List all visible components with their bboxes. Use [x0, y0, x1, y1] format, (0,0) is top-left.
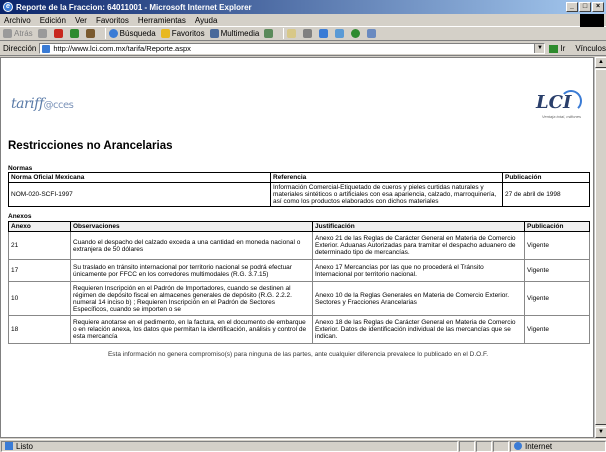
edit-button[interactable]: [319, 29, 330, 38]
anexo-observaciones: Requiere anotarse en el pedimento, en la factura, en el documento de embarque o en relación anexa, los datos que permitan la identificación, análisis y control de esta mercancía: [71, 316, 313, 344]
vertical-scrollbar[interactable]: [594, 57, 606, 438]
research-button[interactable]: [367, 29, 378, 38]
logo-left-accent: @cces: [43, 100, 74, 111]
mail-button[interactable]: [287, 29, 298, 38]
refresh-button[interactable]: [70, 29, 81, 38]
scroll-thumb[interactable]: [595, 69, 606, 425]
window-title: Reporte de la Fraccion: 64011001 - Microsoft Internet Explorer: [16, 2, 252, 12]
print-icon: [303, 29, 312, 38]
messenger-icon: [351, 29, 360, 38]
anexo-number: 21: [9, 232, 71, 260]
anexo-justificacion: Anexo 18 de las Reglas de Carácter General en Materia de Comercio Exterior. Datos de identificación individual de las mercancías que se indican.: [313, 316, 525, 344]
anexos-header-anexo: Anexo: [9, 222, 71, 232]
history-icon: [264, 29, 273, 38]
search-label: Búsqueda: [119, 29, 156, 38]
favorites-button[interactable]: [161, 29, 205, 38]
norma-publicacion: 27 de abril de 1998: [503, 183, 590, 207]
history-button[interactable]: [264, 29, 275, 38]
norma-referencia: Información Comercial-Etiquetado de cueros y pieles curtidas naturales y materiales sintéticos o artificiales con esa apariencia, calzado, marroquinería, así como los productos elaborados con dichos materiales: [271, 183, 503, 207]
table-row: [9, 282, 590, 316]
multimedia-icon: [210, 29, 219, 38]
favorites-star-icon: [161, 29, 170, 38]
maximize-button[interactable]: □: [579, 2, 591, 12]
anexo-publicacion: Vigente: [525, 232, 590, 260]
discuss-icon: [335, 29, 344, 38]
lci-logo: [536, 88, 586, 120]
discuss-button[interactable]: [335, 29, 346, 38]
table-row: [9, 260, 590, 282]
refresh-icon: [70, 29, 79, 38]
title-bar: [0, 0, 606, 14]
anexo-justificacion: Anexo 17 Mercancías por las que no procederá el Tránsito Internacional por territorio nacional.: [313, 260, 525, 282]
menu-herramientas[interactable]: Herramientas: [137, 15, 186, 25]
minimize-button[interactable]: _: [566, 2, 578, 12]
multimedia-label: Multimedia: [220, 29, 260, 38]
lci-tagline: Ventaja total, millones: [542, 114, 581, 119]
status-text: Listo: [16, 441, 33, 451]
anexo-publicacion: Vigente: [525, 260, 590, 282]
menu-bar: [0, 14, 606, 27]
menu-archivo[interactable]: Archivo: [4, 15, 31, 25]
print-button[interactable]: [303, 29, 314, 38]
mail-icon: [287, 29, 296, 38]
home-button[interactable]: [86, 29, 97, 38]
messenger-button[interactable]: [351, 29, 362, 38]
page-done-icon: [5, 442, 13, 450]
table-row: [9, 316, 590, 344]
menu-favoritos[interactable]: Favoritos: [95, 15, 129, 25]
logo-left-text: tariff: [11, 96, 44, 112]
toolbar-separator: [105, 28, 106, 39]
go-label: Ir: [560, 44, 566, 53]
zone-label: Internet: [525, 441, 553, 451]
normas-table: [8, 172, 590, 207]
stop-button[interactable]: [54, 29, 65, 38]
anexo-justificacion: Anexo 10 de la Reglas Generales en Materia de Comercio Exterior. Sectores y Fracciones Arancelarias: [313, 282, 525, 316]
favorites-label: Favoritos: [171, 29, 205, 38]
multimedia-button[interactable]: [210, 29, 260, 38]
search-icon: [109, 29, 118, 38]
lci-swirl-icon: [560, 90, 582, 112]
toolbar-separator: [283, 28, 284, 39]
status-cell: [476, 441, 492, 452]
page-title: Restricciones no Arancelarias: [8, 140, 173, 152]
links-button[interactable]: Vínculos: [575, 44, 606, 53]
normas-label: Normas: [8, 165, 33, 172]
anexos-table: [8, 221, 590, 344]
stop-icon: [54, 29, 63, 38]
scroll-down-icon[interactable]: ▼: [595, 427, 606, 438]
page-content: [0, 57, 594, 438]
search-button[interactable]: [109, 29, 156, 38]
anexo-observaciones: Su traslado en tránsito internacional por territorio nacional se podrá efectuar únicamente por FFCC en los corredores multimodales (R.G. 3.7.15): [71, 260, 313, 282]
table-row: [9, 183, 590, 207]
security-zone: [510, 441, 606, 452]
normas-header-referencia: Referencia: [271, 173, 503, 183]
menu-ayuda[interactable]: Ayuda: [194, 15, 218, 25]
status-text-panel: [1, 441, 458, 452]
anexo-publicacion: Vigente: [525, 316, 590, 344]
anexo-publicacion: Vigente: [525, 282, 590, 316]
forward-arrow-icon: [38, 29, 47, 38]
anexo-number: 18: [9, 316, 71, 344]
toolbar: [0, 27, 606, 41]
status-cell: [459, 441, 475, 452]
status-cell: [493, 441, 509, 452]
windows-logo-icon: [580, 14, 604, 27]
page-icon: [42, 45, 50, 53]
disclaimer-text: Esta información no genera compromiso(s) para ninguna de las partes, ante cualquier diferencia prevalece lo publicado en el D.O.F.: [107, 351, 489, 358]
back-label: Atrás: [14, 29, 33, 38]
tariff-access-logo: [11, 96, 73, 112]
normas-header-publicacion: Publicación: [503, 173, 590, 183]
norma-code: NOM-020-SCFI-1997: [9, 183, 271, 207]
address-bar: [0, 42, 606, 56]
anexo-observaciones: Requieren Inscripción en el Padrón de Importadores, cuando se destinen al régimen de depósito fiscal en almacenes generales de depósito (R.G. 2.2.2. numeral 14 inciso b) ; Requieren Inscripción en el Padrón de Sectores Específicos, cuando se importen o se: [71, 282, 313, 316]
anexo-justificacion: Anexo 21 de las Reglas de Carácter General en Materia de Comercio Exterior. Aduanas Autorizadas para tramitar el despacho aduanero de determinado tipo de mercancías.: [313, 232, 525, 260]
back-arrow-icon: [3, 29, 12, 38]
go-arrow-icon: [549, 45, 558, 53]
address-dropdown-icon[interactable]: ▼: [534, 44, 544, 53]
anexo-number: 10: [9, 282, 71, 316]
back-button[interactable]: [3, 29, 33, 38]
address-url: http://www.lci.com.mx/tarifa/Reporte.aspx: [53, 44, 191, 53]
address-label: Dirección: [3, 44, 37, 53]
menu-ver[interactable]: Ver: [74, 15, 87, 25]
ie-icon: e: [3, 2, 13, 12]
status-bar: [0, 439, 606, 452]
lci-logo-text: LCI: [536, 92, 572, 113]
edit-icon: [319, 29, 328, 38]
anexo-observaciones: Cuando el despacho del calzado exceda a una cantidad en moneda nacional o extranjera de 50 dólares: [71, 232, 313, 260]
anexos-header-publicacion: Publicación: [525, 222, 590, 232]
scroll-up-icon[interactable]: ▲: [595, 57, 606, 68]
research-icon: [367, 29, 376, 38]
internet-globe-icon: [514, 442, 522, 450]
anexos-header-justificacion: Justificación: [313, 222, 525, 232]
anexo-number: 17: [9, 260, 71, 282]
close-button[interactable]: ×: [592, 2, 604, 12]
anexos-label: Anexos: [8, 213, 32, 220]
anexos-header-observaciones: Observaciones: [71, 222, 313, 232]
home-icon: [86, 29, 95, 38]
go-button[interactable]: [549, 44, 565, 53]
address-input[interactable]: [39, 43, 545, 54]
table-row: [9, 232, 590, 260]
forward-button[interactable]: [38, 29, 49, 38]
menu-edicion[interactable]: Edición: [39, 15, 66, 25]
normas-header-norma: Norma Oficial Mexicana: [9, 173, 271, 183]
